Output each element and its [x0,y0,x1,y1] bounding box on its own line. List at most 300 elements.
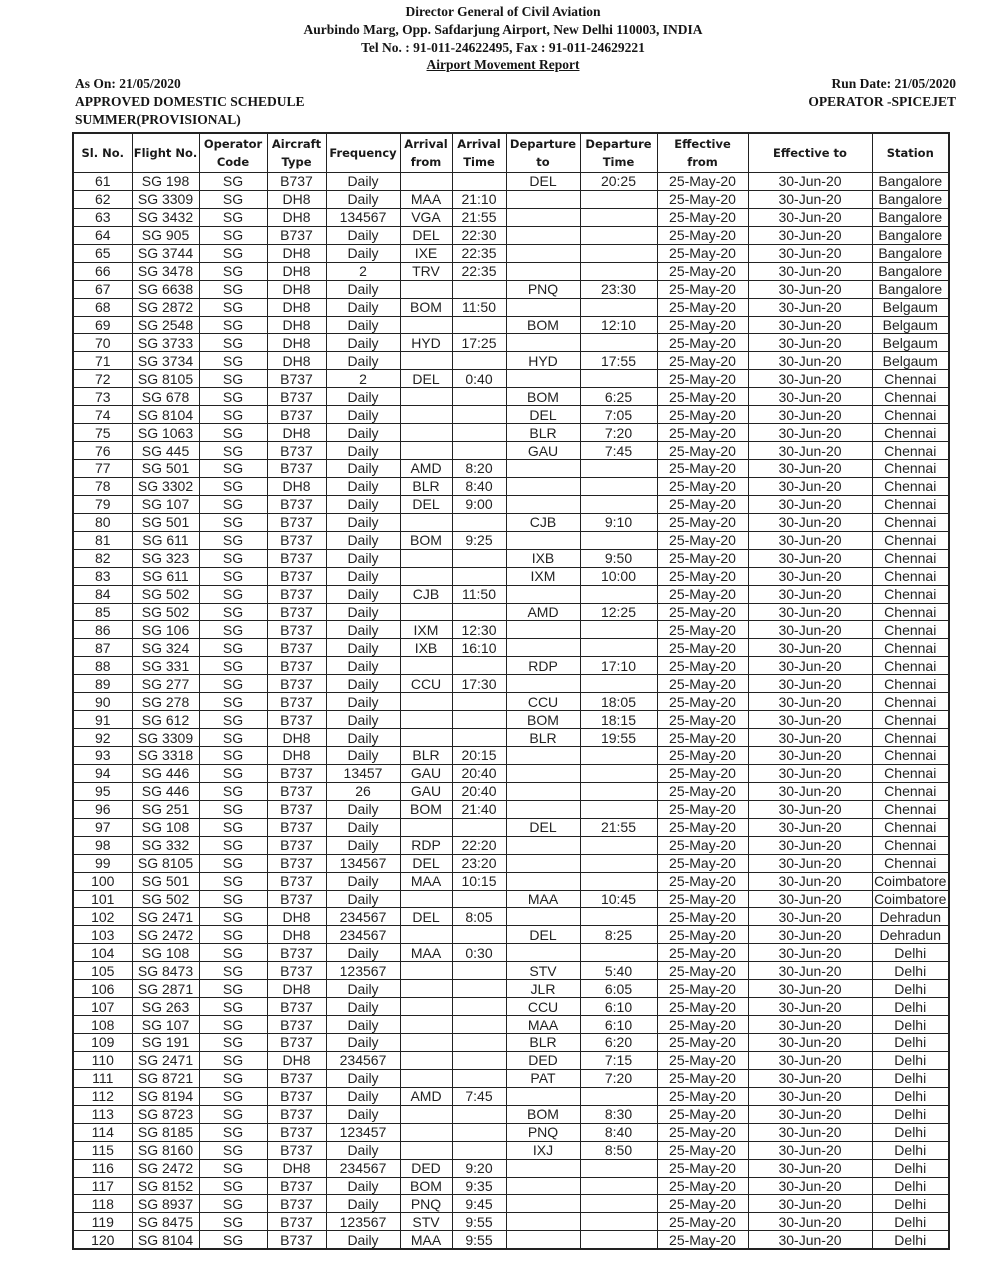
column-header-effective-to: Effective to [748,133,872,173]
cell-aircraft-type: DH8 [267,747,326,765]
cell-arrival-from [400,962,452,980]
cell-operator-code: SG [199,1141,267,1159]
cell-departure-time [580,262,657,280]
cell-station: Delhi [872,998,949,1016]
table-row [73,1141,949,1159]
cell-operator-code: SG [199,531,267,549]
cell-arrival-time: 8:20 [452,460,506,478]
cell-departure-time: 12:10 [580,316,657,334]
cell-effective-from: 25-May-20 [657,818,748,836]
cell-effective-from: 25-May-20 [657,693,748,711]
cell-departure-time [580,531,657,549]
cell-departure-to [506,639,580,657]
cell-sl-no: 89 [73,675,132,693]
cell-effective-to: 30-Jun-20 [748,1231,872,1249]
cell-arrival-from: AMD [400,460,452,478]
cell-aircraft-type: B737 [267,621,326,639]
cell-departure-time [580,1087,657,1105]
table-row [73,406,949,424]
cell-arrival-time [452,962,506,980]
cell-arrival-from: DEL [400,495,452,513]
table-row [73,962,949,980]
table-row [73,1105,949,1123]
cell-aircraft-type: B737 [267,998,326,1016]
cell-sl-no: 95 [73,782,132,800]
cell-arrival-time: 9:45 [452,1195,506,1213]
cell-station: Chennai [872,406,949,424]
cell-arrival-from [400,729,452,747]
table-row [73,1213,949,1231]
cell-departure-time [580,334,657,352]
cell-frequency: 134567 [326,854,400,872]
cell-operator-code: SG [199,226,267,244]
cell-flight-no: SG 8721 [132,1069,199,1087]
cell-sl-no: 91 [73,711,132,729]
cell-effective-to: 30-Jun-20 [748,316,872,334]
cell-effective-from: 25-May-20 [657,173,748,191]
cell-departure-time: 9:10 [580,513,657,531]
cell-effective-to: 30-Jun-20 [748,549,872,567]
cell-arrival-time: 17:30 [452,675,506,693]
cell-departure-to: BLR [506,424,580,442]
cell-effective-to: 30-Jun-20 [748,298,872,316]
cell-sl-no: 102 [73,908,132,926]
cell-arrival-from [400,316,452,334]
cell-departure-time: 5:40 [580,962,657,980]
table-row [73,244,949,262]
cell-arrival-from: MAA [400,1231,452,1249]
cell-operator-code: SG [199,800,267,818]
cell-frequency: 2 [326,370,400,388]
cell-effective-from: 25-May-20 [657,944,748,962]
table-row [73,495,949,513]
cell-operator-code: SG [199,944,267,962]
cell-aircraft-type: DH8 [267,316,326,334]
table-row [73,693,949,711]
cell-departure-to: CJB [506,513,580,531]
cell-operator-code: SG [199,406,267,424]
cell-frequency: 26 [326,782,400,800]
column-header-departure-time: Departure Time [580,133,657,173]
cell-flight-no: SG 446 [132,764,199,782]
table-row [73,1087,949,1105]
table-row [73,872,949,890]
cell-operator-code: SG [199,244,267,262]
cell-aircraft-type: B737 [267,890,326,908]
cell-aircraft-type: DH8 [267,908,326,926]
cell-arrival-from: DEL [400,226,452,244]
cell-effective-from: 25-May-20 [657,549,748,567]
cell-sl-no: 117 [73,1177,132,1195]
cell-frequency: Daily [326,818,400,836]
cell-departure-to [506,370,580,388]
cell-arrival-from [400,657,452,675]
cell-operator-code: SG [199,1034,267,1052]
cell-aircraft-type: DH8 [267,190,326,208]
cell-departure-to: HYD [506,352,580,370]
cell-departure-to [506,747,580,765]
cell-operator-code: SG [199,1231,267,1249]
cell-arrival-time: 22:20 [452,836,506,854]
cell-arrival-time: 21:10 [452,190,506,208]
cell-aircraft-type: B737 [267,1177,326,1195]
cell-arrival-time [452,711,506,729]
cell-arrival-time: 22:35 [452,262,506,280]
cell-arrival-time: 9:35 [452,1177,506,1195]
cell-operator-code: SG [199,675,267,693]
cell-effective-to: 30-Jun-20 [748,621,872,639]
cell-effective-to: 30-Jun-20 [748,531,872,549]
cell-effective-to: 30-Jun-20 [748,603,872,621]
cell-arrival-from: BLR [400,747,452,765]
cell-aircraft-type: DH8 [267,244,326,262]
cell-sl-no: 92 [73,729,132,747]
cell-flight-no: SG 3318 [132,747,199,765]
cell-effective-to: 30-Jun-20 [748,424,872,442]
cell-arrival-from [400,818,452,836]
cell-station: Bangalore [872,226,949,244]
table-row [73,639,949,657]
cell-frequency: Daily [326,585,400,603]
cell-sl-no: 90 [73,693,132,711]
run-date: Run Date: 21/05/2020 [831,76,956,91]
cell-operator-code: SG [199,334,267,352]
cell-effective-to: 30-Jun-20 [748,406,872,424]
cell-arrival-time: 11:50 [452,298,506,316]
cell-flight-no: SG 278 [132,693,199,711]
cell-effective-from: 25-May-20 [657,1159,748,1177]
cell-sl-no: 74 [73,406,132,424]
cell-departure-to [506,495,580,513]
cell-operator-code: SG [199,926,267,944]
cell-sl-no: 118 [73,1195,132,1213]
cell-sl-no: 101 [73,890,132,908]
table-row [73,280,949,298]
cell-effective-to: 30-Jun-20 [748,244,872,262]
cell-arrival-from: BOM [400,531,452,549]
cell-departure-to: BLR [506,1034,580,1052]
cell-departure-time: 23:30 [580,280,657,298]
cell-departure-to [506,944,580,962]
cell-effective-to: 30-Jun-20 [748,567,872,585]
cell-effective-to: 30-Jun-20 [748,1123,872,1141]
cell-departure-time [580,908,657,926]
cell-aircraft-type: B737 [267,388,326,406]
cell-station: Chennai [872,549,949,567]
cell-aircraft-type: B737 [267,962,326,980]
cell-departure-to [506,1087,580,1105]
cell-arrival-time: 9:55 [452,1231,506,1249]
cell-frequency: Daily [326,675,400,693]
cell-arrival-from [400,424,452,442]
cell-departure-to: BLR [506,729,580,747]
cell-effective-from: 25-May-20 [657,980,748,998]
cell-departure-time [580,675,657,693]
table-row [73,944,949,962]
cell-operator-code: SG [199,836,267,854]
cell-effective-to: 30-Jun-20 [748,1177,872,1195]
cell-station: Chennai [872,513,949,531]
table-row [73,908,949,926]
cell-arrival-from [400,388,452,406]
cell-arrival-time: 9:55 [452,1213,506,1231]
cell-station: Coimbatore [872,890,949,908]
cell-flight-no: SG 108 [132,818,199,836]
cell-departure-to [506,460,580,478]
cell-aircraft-type: B737 [267,782,326,800]
cell-station: Bangalore [872,190,949,208]
cell-departure-time [580,944,657,962]
cell-aircraft-type: B737 [267,675,326,693]
cell-departure-time [580,370,657,388]
cell-departure-to [506,675,580,693]
table-row [73,1231,949,1249]
cell-sl-no: 83 [73,567,132,585]
cell-flight-no: SG 501 [132,513,199,531]
cell-aircraft-type: DH8 [267,1051,326,1069]
cell-arrival-time: 12:30 [452,621,506,639]
cell-effective-to: 30-Jun-20 [748,998,872,1016]
cell-aircraft-type: DH8 [267,352,326,370]
cell-departure-time: 8:40 [580,1123,657,1141]
cell-arrival-time: 22:30 [452,226,506,244]
cell-arrival-time: 16:10 [452,639,506,657]
table-row [73,208,949,226]
cell-station: Belgaum [872,316,949,334]
cell-aircraft-type: B737 [267,1195,326,1213]
cell-aircraft-type: B737 [267,1231,326,1249]
cell-station: Bangalore [872,280,949,298]
cell-station: Chennai [872,370,949,388]
cell-effective-to: 30-Jun-20 [748,854,872,872]
cell-aircraft-type: DH8 [267,477,326,495]
cell-departure-time: 10:00 [580,567,657,585]
cell-frequency: Daily [326,1141,400,1159]
cell-arrival-time: 20:40 [452,764,506,782]
cell-flight-no: SG 501 [132,872,199,890]
cell-effective-from: 25-May-20 [657,585,748,603]
cell-sl-no: 100 [73,872,132,890]
cell-effective-to: 30-Jun-20 [748,173,872,191]
table-row [73,980,949,998]
table-row [73,1177,949,1195]
cell-effective-to: 30-Jun-20 [748,944,872,962]
cell-arrival-time: 22:35 [452,244,506,262]
cell-effective-from: 25-May-20 [657,729,748,747]
cell-sl-no: 87 [73,639,132,657]
table-row [73,1195,949,1213]
cell-arrival-time [452,1069,506,1087]
cell-aircraft-type: B737 [267,711,326,729]
cell-aircraft-type: B737 [267,1141,326,1159]
cell-departure-to: IXM [506,567,580,585]
cell-aircraft-type: B737 [267,585,326,603]
cell-departure-time [580,477,657,495]
cell-flight-no: SG 2548 [132,316,199,334]
cell-departure-to [506,782,580,800]
cell-flight-no: SG 191 [132,1034,199,1052]
cell-departure-time: 18:05 [580,693,657,711]
cell-sl-no: 114 [73,1123,132,1141]
cell-station: Chennai [872,567,949,585]
cell-frequency: Daily [326,1195,400,1213]
cell-departure-time: 8:25 [580,926,657,944]
cell-flight-no: SG 2472 [132,926,199,944]
cell-departure-to: CCU [506,998,580,1016]
cell-frequency: Daily [326,495,400,513]
cell-flight-no: SG 612 [132,711,199,729]
cell-departure-to: DEL [506,818,580,836]
cell-departure-time [580,244,657,262]
cell-frequency: Daily [326,460,400,478]
cell-effective-from: 25-May-20 [657,298,748,316]
cell-flight-no: SG 106 [132,621,199,639]
cell-operator-code: SG [199,316,267,334]
cell-frequency: Daily [326,1034,400,1052]
cell-station: Chennai [872,818,949,836]
cell-operator-code: SG [199,370,267,388]
cell-sl-no: 80 [73,513,132,531]
cell-operator-code: SG [199,424,267,442]
cell-frequency: Daily [326,352,400,370]
cell-flight-no: SG 8937 [132,1195,199,1213]
cell-operator-code: SG [199,280,267,298]
cell-departure-to: STV [506,962,580,980]
cell-departure-to: DEL [506,406,580,424]
cell-arrival-from [400,603,452,621]
cell-operator-code: SG [199,549,267,567]
cell-operator-code: SG [199,352,267,370]
cell-frequency: Daily [326,226,400,244]
cell-operator-code: SG [199,298,267,316]
cell-effective-from: 25-May-20 [657,962,748,980]
cell-flight-no: SG 198 [132,173,199,191]
cell-station: Delhi [872,962,949,980]
cell-effective-from: 25-May-20 [657,280,748,298]
cell-frequency: Daily [326,334,400,352]
cell-arrival-from [400,1051,452,1069]
cell-frequency: Daily [326,944,400,962]
cell-station: Chennai [872,424,949,442]
cell-sl-no: 85 [73,603,132,621]
cell-arrival-from: RDP [400,836,452,854]
cell-aircraft-type: B737 [267,406,326,424]
cell-effective-from: 25-May-20 [657,316,748,334]
cell-effective-from: 25-May-20 [657,908,748,926]
cell-departure-time: 6:10 [580,1016,657,1034]
cell-aircraft-type: B737 [267,854,326,872]
cell-effective-to: 30-Jun-20 [748,513,872,531]
cell-operator-code: SG [199,208,267,226]
cell-flight-no: SG 8152 [132,1177,199,1195]
cell-effective-from: 25-May-20 [657,872,748,890]
cell-sl-no: 63 [73,208,132,226]
cell-flight-no: SG 446 [132,782,199,800]
cell-station: Belgaum [872,334,949,352]
cell-flight-no: SG 331 [132,657,199,675]
cell-effective-from: 25-May-20 [657,639,748,657]
cell-flight-no: SG 107 [132,495,199,513]
cell-effective-from: 25-May-20 [657,477,748,495]
cell-operator-code: SG [199,782,267,800]
cell-arrival-from: BOM [400,1177,452,1195]
cell-sl-no: 111 [73,1069,132,1087]
cell-flight-no: SG 8105 [132,370,199,388]
cell-station: Delhi [872,1105,949,1123]
cell-operator-code: SG [199,585,267,603]
cell-frequency: 234567 [326,908,400,926]
cell-operator-code: SG [199,1016,267,1034]
cell-arrival-time: 10:15 [452,872,506,890]
cell-frequency: Daily [326,406,400,424]
cell-sl-no: 78 [73,477,132,495]
table-row [73,477,949,495]
cell-effective-to: 30-Jun-20 [748,190,872,208]
cell-station: Chennai [872,764,949,782]
cell-operator-code: SG [199,998,267,1016]
cell-sl-no: 97 [73,818,132,836]
cell-effective-to: 30-Jun-20 [748,962,872,980]
cell-operator-code: SG [199,460,267,478]
report-title: Airport Movement Report [426,57,580,72]
cell-departure-time: 6:10 [580,998,657,1016]
cell-effective-from: 25-May-20 [657,352,748,370]
cell-effective-from: 25-May-20 [657,406,748,424]
cell-departure-time [580,190,657,208]
cell-frequency: 123457 [326,1123,400,1141]
cell-station: Chennai [872,639,949,657]
cell-departure-time: 8:30 [580,1105,657,1123]
cell-operator-code: SG [199,388,267,406]
cell-departure-to [506,262,580,280]
cell-operator-code: SG [199,657,267,675]
cell-sl-no: 115 [73,1141,132,1159]
cell-flight-no: SG 1063 [132,424,199,442]
cell-effective-from: 25-May-20 [657,388,748,406]
cell-departure-time [580,764,657,782]
cell-arrival-from: DEL [400,908,452,926]
cell-station: Chennai [872,531,949,549]
cell-sl-no: 75 [73,424,132,442]
cell-departure-time [580,460,657,478]
cell-frequency: Daily [326,316,400,334]
cell-frequency: Daily [326,190,400,208]
cell-effective-from: 25-May-20 [657,513,748,531]
cell-departure-to [506,334,580,352]
cell-flight-no: SG 332 [132,836,199,854]
cell-flight-no: SG 3309 [132,729,199,747]
cell-aircraft-type: B737 [267,567,326,585]
cell-departure-time [580,1159,657,1177]
cell-arrival-time: 21:40 [452,800,506,818]
cell-arrival-time [452,424,506,442]
cell-flight-no: SG 3478 [132,262,199,280]
cell-aircraft-type: B737 [267,1213,326,1231]
cell-arrival-time [452,1034,506,1052]
table-row [73,226,949,244]
table-row [73,549,949,567]
cell-departure-time [580,854,657,872]
cell-arrival-time [452,280,506,298]
cell-departure-to: AMD [506,603,580,621]
cell-arrival-time: 9:00 [452,495,506,513]
cell-departure-time [580,208,657,226]
cell-arrival-from: MAA [400,872,452,890]
cell-flight-no: SG 8160 [132,1141,199,1159]
cell-effective-from: 25-May-20 [657,998,748,1016]
column-header-flight-no: Flight No. [132,133,199,173]
cell-effective-to: 30-Jun-20 [748,872,872,890]
